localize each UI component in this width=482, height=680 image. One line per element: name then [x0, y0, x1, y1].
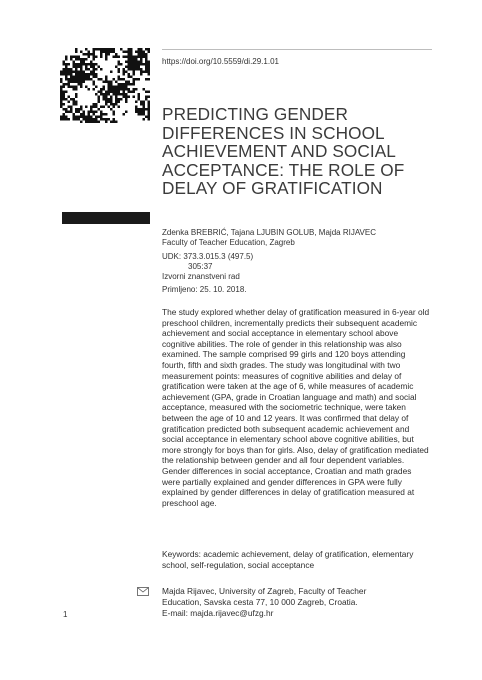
section-marker-bar: [62, 212, 150, 224]
received-date: Primljeno: 25. 10. 2018.: [162, 285, 247, 294]
udk-code: UDK: 373.3.015.3 (497.5): [162, 252, 254, 261]
udk-code-secondary: 305:37: [188, 262, 213, 271]
doi-link[interactable]: https://doi.org/10.5559/di.29.1.01: [162, 57, 279, 66]
authors: Zdenka BREBRIĆ, Tajana LJUBIN GOLUB, Majda RIJAVEC: [162, 228, 377, 237]
page-number: 1: [63, 610, 68, 619]
correspondence-email[interactable]: E-mail: majda.rijavec@ufzg.hr: [162, 608, 274, 619]
article-title: PREDICTING GENDER DIFFERENCES IN SCHOOL ACHIEVEMENT AND SOCIAL ACCEPTANCE: THE ROLE OF DELAY OF GRATIFICATION: [162, 104, 405, 198]
envelope-icon: [137, 587, 149, 596]
affiliation: Faculty of Teacher Education, Zagreb: [162, 238, 295, 247]
abstract: The study explored whether delay of gratification measured in 6-year old preschool children, incrementally predicts their subsequent academic achievement and social acceptance in elementary school above cognitive abilities. The role of gender in this relationship was also examined. The sample comprised 99 girls and 120 boys attending fourth, fifth and sixth grades. The study was longitudinal with two measurement points: measures of cognitive abilities and delay of gratification were taken at the age of 6, while measures of academic achievement (GPA, grade in Croatian language and math) and social acceptance, measured with the sociometric technique, were taken between the age of 10 and 12 years. It was confirmed that delay of gratification predicted both subsequent academic achievement and social acceptance in elementary school above cognitive abilities, but more strongly for boys than for girls. Also, delay of gratification mediated the relationship between gender and all four dependent variables. Gender differences in social acceptance, Croatian and math grades were partially explained and gender differences in GPA were fully explained by gender differences in delay of gratification measured at preschool age.: [162, 307, 430, 508]
article-type: Izvorni znanstveni rad: [162, 272, 240, 281]
correspondence-line-2: Education, Savska cesta 77, 10 000 Zagreb, Croatia.: [162, 597, 358, 608]
keywords: Keywords: academic achievement, delay of gratification, elementary school, self-regulation, social acceptance: [162, 549, 414, 570]
correspondence-address: [162, 586, 432, 620]
journal-logo-pattern: [60, 48, 150, 123]
header-rule: [162, 49, 432, 50]
correspondence-line-1: Majda Rijavec, University of Zagreb, Faculty of Teacher: [162, 586, 367, 596]
